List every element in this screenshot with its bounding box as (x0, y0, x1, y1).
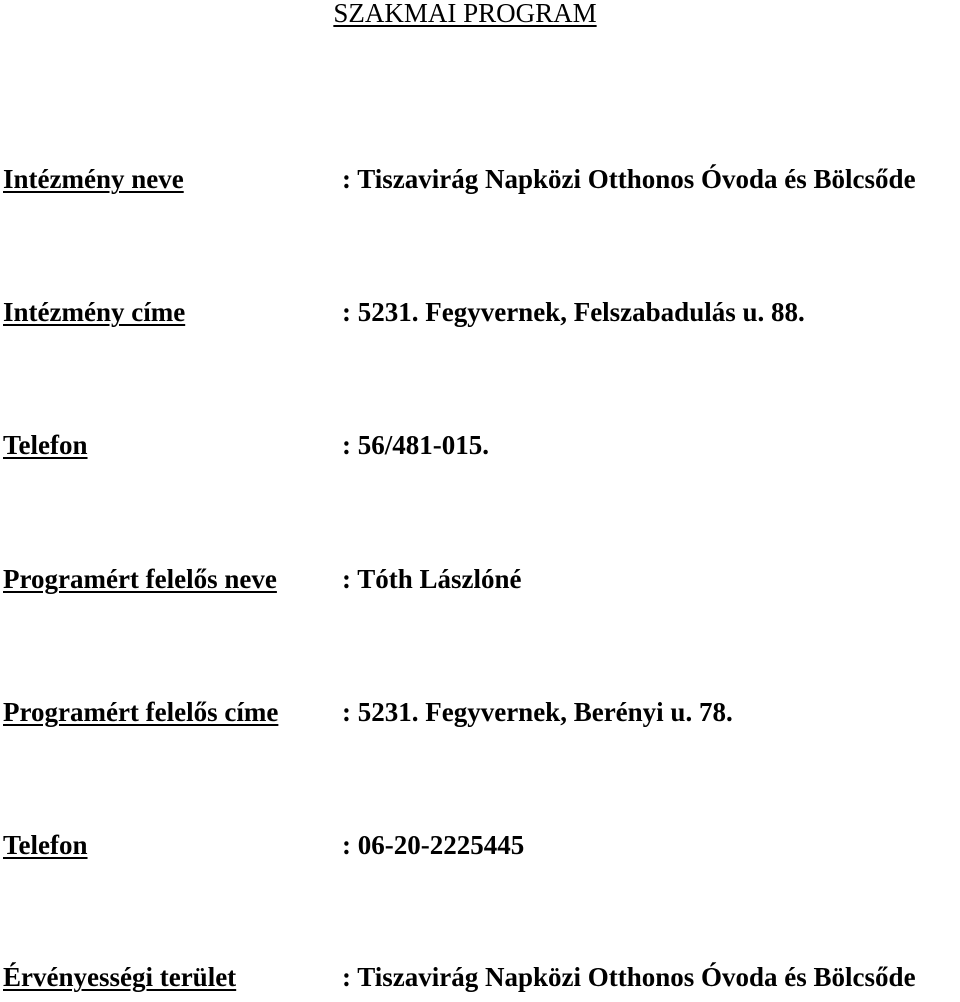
field-value: : Tóth Lászlóné (342, 564, 522, 594)
field-value: : Tiszavirág Napközi Otthonos Óvoda és Bölcsőde (342, 164, 916, 194)
field-label: Telefon (3, 430, 88, 460)
field-row-responsible-name (0, 564, 960, 604)
field-label: Telefon (3, 830, 88, 860)
document-title: SZAKMAI PROGRAM (333, 0, 597, 28)
field-label: Programért felelős címe (3, 697, 279, 727)
field-row-responsible-phone (0, 830, 960, 870)
field-row-validity-scope (0, 962, 960, 1002)
field-row-institution-phone (0, 430, 960, 470)
field-value: : 5231. Fegyvernek, Felszabadulás u. 88. (342, 297, 805, 327)
field-row-institution-address (0, 297, 960, 337)
field-value: : Tiszavirág Napközi Otthonos Óvoda és Bölcsőde (342, 962, 916, 992)
field-label: Intézmény címe (3, 297, 186, 327)
field-label: Érvényességi terület (3, 962, 237, 992)
field-label: Programért felelős neve (3, 564, 277, 594)
field-row-responsible-address (0, 697, 960, 737)
field-label: Intézmény neve (3, 164, 184, 194)
field-value: : 06-20-2225445 (342, 830, 525, 860)
field-value: : 56/481-015. (342, 430, 489, 460)
field-row-institution-name (0, 164, 960, 204)
field-value: : 5231. Fegyvernek, Berényi u. 78. (342, 697, 733, 727)
